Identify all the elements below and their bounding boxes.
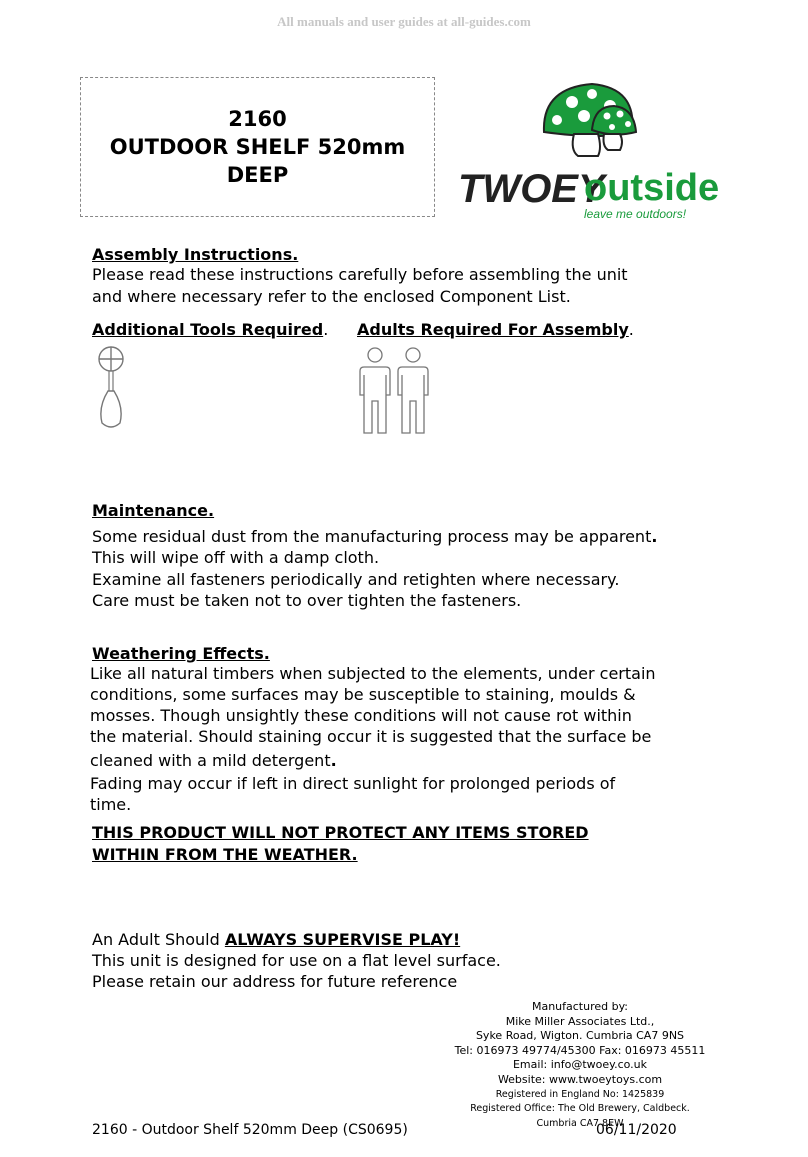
brand-left: TWOEY xyxy=(458,167,605,211)
maintenance-line-1 xyxy=(92,526,657,548)
manufacturer-email: Email: info@twoey.co.uk xyxy=(512,1058,648,1072)
supervise-line-2: This unit is designed for use on a flat level surface. xyxy=(92,951,501,970)
product-code: 2160 xyxy=(228,107,287,131)
screwdriver-icon xyxy=(94,345,128,431)
mushroom-logo-icon xyxy=(544,84,636,156)
manufacturer-website: Website: www.twoeytoys.com xyxy=(497,1072,663,1086)
weathering-line-5-dot: . xyxy=(330,751,337,770)
twoey-outside-logo xyxy=(452,80,752,230)
manufacturer-label: Manufactured by: xyxy=(531,1000,629,1013)
manufacturer-address: Syke Road, Wigton. Cumbria CA7 9NS xyxy=(475,1029,685,1043)
assembly-heading: Assembly Instructions. xyxy=(92,245,299,264)
adults-heading-wrap xyxy=(357,319,634,341)
maintenance-line-3: Examine all fasteners periodically and retighten where necessary. xyxy=(92,570,620,589)
assembly-line-1: Please read these instructions carefully before assembling the unit xyxy=(92,265,628,284)
tools-heading-dot: . xyxy=(323,320,329,339)
maintenance-line-4: Care must be taken not to over tighten the fasteners. xyxy=(92,591,522,610)
weathering-line-1: Like all natural timbers when subjected to the elements, under certain xyxy=(90,664,656,683)
product-title-box xyxy=(80,77,435,217)
weathering-line-7: time. xyxy=(90,795,132,814)
manufacturer-phone: Tel: 016973 49774/45300 Fax: 016973 45511 xyxy=(454,1043,706,1057)
brand-tagline: leave me outdoors! xyxy=(584,207,687,221)
supervise-line-3: Please retain our address for future reference xyxy=(92,972,458,991)
product-name: OUTDOOR SHELF 520mm xyxy=(109,135,406,159)
weathering-line-5 xyxy=(90,750,337,772)
manufacturer-block xyxy=(440,1000,720,1131)
maintenance-heading: Maintenance. xyxy=(92,501,215,520)
manufacturer-registered-county: Cumbria CA7 8EW xyxy=(536,1117,624,1129)
adults-heading-dot: . xyxy=(628,320,634,339)
assembly-line-2: and where necessary refer to the enclosed Component List. xyxy=(92,287,571,306)
weather-warning-line-2: WITHIN FROM THE WEATHER. xyxy=(92,845,358,864)
supervise-prefix: An Adult Should xyxy=(92,930,225,949)
weathering-line-6: Fading may occur if left in direct sunlight for prolonged periods of xyxy=(90,774,616,793)
maintenance-line-2: This will wipe off with a damp cloth. xyxy=(92,548,380,567)
brand-right: outside xyxy=(584,167,720,209)
tools-heading: Additional Tools Required xyxy=(92,320,324,339)
footer-date: 06/11/2020 xyxy=(596,1122,677,1138)
watermark-banner: All manuals and user guides at all-guides.com xyxy=(277,14,531,29)
weathering-line-2: conditions, some surfaces may be susceptible to staining, moulds & xyxy=(90,685,636,704)
manufacturer-company: Mike Miller Associates Ltd., xyxy=(505,1014,655,1028)
weathering-line-5-text: cleaned with a mild detergent xyxy=(90,751,331,770)
product-name-cont: DEEP xyxy=(226,163,289,187)
maintenance-line-1-dot: . xyxy=(651,527,658,546)
adults-heading: Adults Required For Assembly xyxy=(357,320,629,339)
weathering-heading: Weathering Effects. xyxy=(92,644,270,663)
weathering-line-3: mosses. Though unsightly these conditions will not cause rot within xyxy=(90,706,632,725)
supervise-line-1 xyxy=(92,929,460,951)
footer-document-id: 2160 - Outdoor Shelf 520mm Deep (CS0695) xyxy=(92,1122,408,1138)
supervise-emphasis: ALWAYS SUPERVISE PLAY! xyxy=(224,930,461,949)
two-adults-icon xyxy=(358,345,432,435)
weathering-line-4: the material. Should staining occur it is suggested that the surface be xyxy=(90,727,652,746)
manufacturer-registration: Registered in England No: 1425839 xyxy=(495,1088,665,1100)
tools-heading-wrap xyxy=(92,319,328,341)
weather-warning-line-1: THIS PRODUCT WILL NOT PROTECT ANY ITEMS STORED xyxy=(92,823,589,842)
manufacturer-registered-office: Registered Office: The Old Brewery, Caldbeck. xyxy=(470,1103,690,1115)
maintenance-line-1-text: Some residual dust from the manufacturing process may be apparent xyxy=(92,527,652,546)
